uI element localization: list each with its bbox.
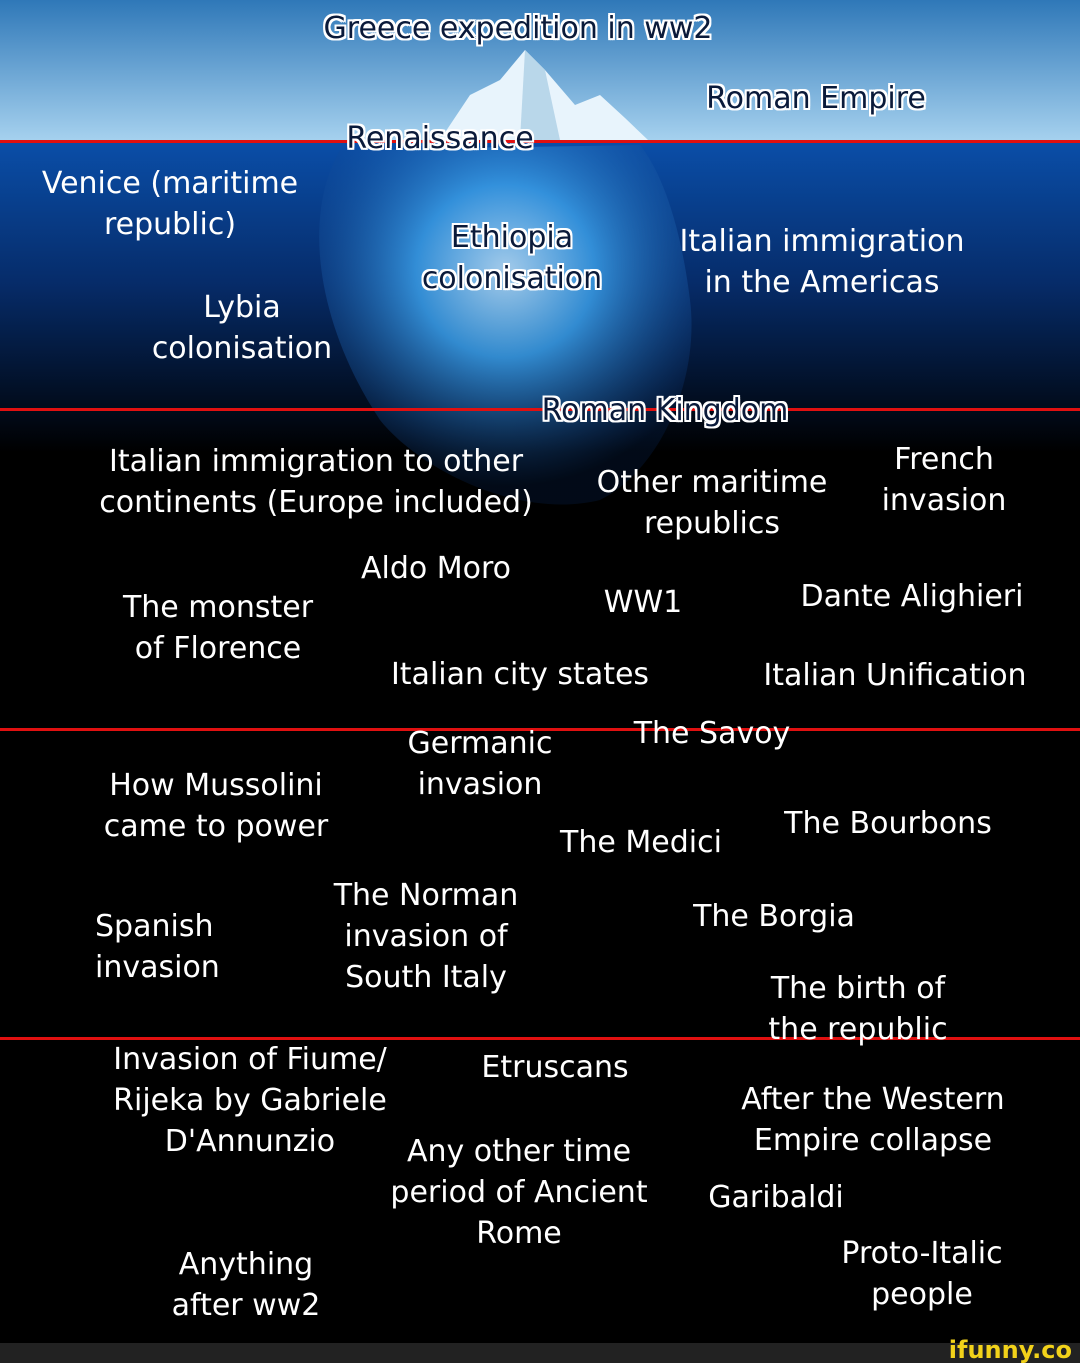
label-savoy: The Savoy [633, 716, 791, 751]
label-proto-italic: Proto-Italic people [841, 1236, 1003, 1312]
label-renaissance: Renaissance [346, 121, 534, 156]
label-germanic-invasion: Germanic invasion [407, 726, 553, 802]
label-greece-expedition: Greece expedition in ww2 [323, 11, 713, 46]
label-etruscans: Etruscans [481, 1050, 629, 1085]
label-dante: Dante Alighieri [800, 579, 1024, 614]
label-french-invasion: French invasion [881, 442, 1007, 518]
label-ethiopia: Ethiopia colonisation [421, 220, 603, 296]
label-after-ww2: Anything after ww2 [171, 1247, 321, 1323]
label-roman-kingdom: Roman Kingdom [541, 393, 789, 428]
label-city-states: Italian city states [390, 657, 650, 692]
label-roman-empire: Roman Empire [706, 81, 926, 116]
label-spanish-invasion: Spanish invasion [95, 909, 220, 985]
label-immigration-americas: Italian immigration in the Americas [679, 224, 965, 300]
label-medici: The Medici [560, 825, 722, 860]
label-ww1: WW1 [603, 585, 683, 620]
label-unification: Italian Unification [763, 658, 1027, 693]
label-aldo-moro: Aldo Moro [360, 551, 512, 586]
label-mussolini: How Mussolini came to power [103, 768, 329, 844]
label-norman-invasion: The Norman invasion of South Italy [333, 878, 519, 995]
bottom-bar [0, 1343, 1080, 1363]
label-ancient-rome: Any other time period of Ancient Rome [390, 1134, 648, 1251]
label-western-empire: After the Western Empire collapse [741, 1082, 1005, 1158]
label-fiume: Invasion of Fiume/ Rijeka by Gabriele D'Annunzio [113, 1042, 387, 1159]
label-borgia: The Borgia [693, 899, 855, 934]
label-garibaldi: Garibaldi [708, 1180, 844, 1215]
label-bourbons: The Bourbons [784, 806, 992, 841]
ifunny-watermark: ifunny.co [948, 1336, 1072, 1363]
separator-line-1 [0, 140, 1080, 143]
label-venice: Venice (maritime republic) [41, 166, 299, 242]
label-other-maritime: Other maritime republics [596, 465, 828, 541]
label-birth-republic: The birth of the republic [768, 971, 948, 1047]
label-immigration-other: Italian immigration to other continents (Europe included) [99, 444, 533, 520]
label-monster-florence: The monster of Florence [122, 590, 314, 666]
label-lybia: Lybia colonisation [151, 290, 333, 366]
separator-line-2 [0, 408, 1080, 411]
